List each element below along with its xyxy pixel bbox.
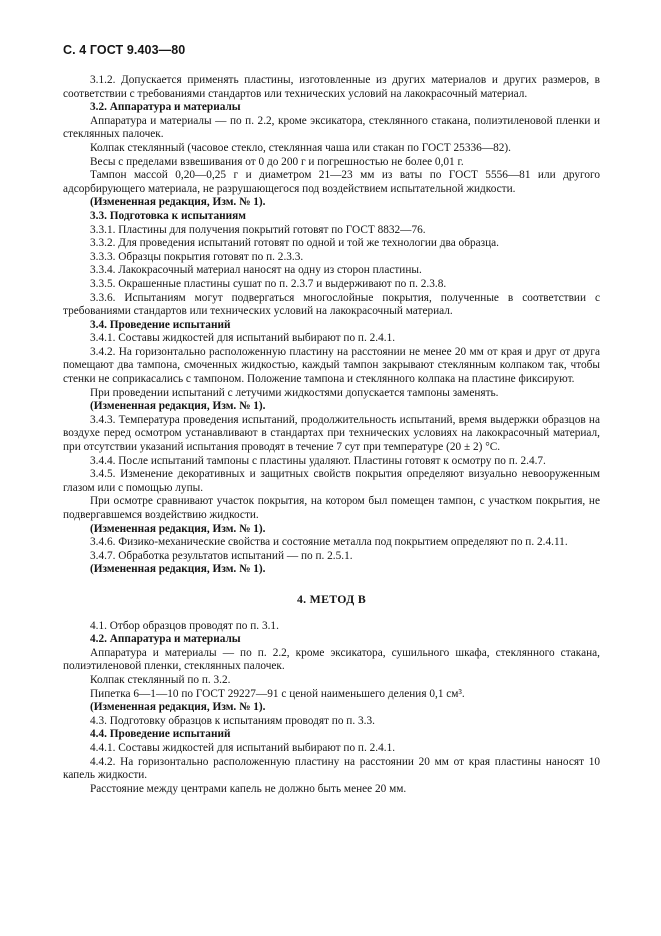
paragraph: 3.3.4. Лакокрасочный материал наносят на одну из сторон пластины. [90, 264, 422, 277]
paragraph: 3.3.3. Образцы покрытия готовят по п. 2.3.3. [90, 250, 304, 263]
paragraph: 3.3.1. Пластины для получения покрытий готовят по ГОСТ 8832—76. [90, 223, 426, 236]
paragraph: При проведении испытаний с летучими жидкостями допускается тампоны заменять. [90, 386, 499, 399]
page-header: С. 4 ГОСТ 9.403—80 [63, 43, 186, 57]
paragraph: Тампон массой 0,20—0,25 г и диаметром 21—23 мм из ваты по ГОСТ 5556—81 или другого адсорбирующего материала, не разрушающегося под воздействием испытательной жидкости. [63, 169, 600, 195]
paragraph: 3.4.5. Изменение декоративных и защитных свойств покрытия определяют визуально невооруженным глазом или с помощью лупы. [63, 468, 600, 494]
paragraph: 3.3.6. Испытаниям могут подвергаться многослойные покрытия, полученные в соответствии с требованиями стандартов или технических условий на лакокрасочный материал. [63, 291, 600, 318]
paragraph: 3.4.6. Физико-механические свойства и состояние металла под покрытием определяют по п. 2.4.11. [90, 536, 568, 549]
paragraph: 3.4.3. Температура проведения испытаний, продолжительность испытаний, время выдержки образцов на воздухе перед осмотром устанавливают в стандартах при технических условиях на лакокрасочный материал, при отсутствии указаний испытания проводят в течение 7 сут при температуре (20 ± 2) °С. [63, 413, 600, 454]
paragraph: При осмотре сравнивают участок покрытия, на котором был помещен тампон, с участком покрытия, не подвергавшемся воздействию жидкости. [63, 495, 600, 521]
bold-paragraph: (Измененная редакция, Изм. № 1). [90, 563, 266, 576]
paragraph: Весы с пределами взвешивания от 0 до 200 г и погрешностью не более 0,01 г. [90, 155, 464, 168]
bold-paragraph: 3.3. Подготовка к испытаниям [90, 209, 246, 222]
paragraph: Аппаратура и материалы — по п. 2.2, кроме эксикатора, сушильного шкафа, стеклянного стакана, полиэтиленовой пленки, стеклянных палочек. [63, 646, 600, 673]
bold-paragraph: 3.2. Аппаратура и материалы [90, 101, 241, 114]
paragraph: 3.4.7. Обработка результатов испытаний — по п. 2.5.1. [90, 549, 353, 562]
paragraph: Пипетка 6—1—10 по ГОСТ 29227—91 с ценой наименьшего деления 0,1 см³. [90, 687, 465, 700]
paragraph: 3.4.4. После испытаний тампоны с пластины удаляют. Пластины готовят к осмотру по п. 2.4.7. [90, 454, 546, 467]
paragraph: Аппаратура и материалы — по п. 2.2, кроме эксикатора, стеклянного стакана, полиэтиленовой пленки и стеклянных палочек. [63, 114, 600, 141]
paragraph: 4.3. Подготовку образцов к испытаниям проводят по п. 3.3. [90, 714, 375, 727]
bold-paragraph: 4.4. Проведение испытаний [90, 728, 231, 741]
document-body [63, 74, 600, 796]
bold-paragraph: (Измененная редакция, Изм. № 1). [90, 522, 266, 535]
paragraph: 4.4.1. Составы жидкостей для испытаний выбирают по п. 2.4.1. [90, 741, 396, 754]
paragraph: 3.3.2. Для проведения испытаний готовят по одной и той же технологии два образца. [90, 237, 499, 250]
section-title: 4. МЕТОД В [296, 591, 367, 606]
paragraph: 3.4.2. На горизонтально расположенную пластину на расстоянии не менее 20 мм от края и друг от друга помещают два тампона, смоченных жидкостью, каждый тампон закрывают стеклянным колпаком так, чтобы стенки не соприкасались с тампоном. Положение тампона и стеклянного колпака на пластине фиксируют. [63, 345, 600, 386]
section-3-text [63, 74, 600, 577]
bold-paragraph: (Измененная редакция, Изм. № 1). [90, 400, 266, 413]
bold-paragraph: (Измененная редакция, Изм. № 1). [90, 196, 266, 209]
paragraph: 3.4.1. Составы жидкостей для испытаний выбирают по п. 2.4.1. [90, 332, 396, 345]
bold-paragraph: (Измененная редакция, Изм. № 1). [90, 701, 266, 714]
paragraph: 4.1. Отбор образцов проводят по п. 3.1. [90, 619, 279, 632]
bold-paragraph: 4.2. Аппаратура и материалы [90, 633, 241, 646]
paragraph: Колпак стеклянный (часовое стекло, стеклянная чаша или стакан по ГОСТ 25336—82). [90, 141, 511, 154]
paragraph: 3.3.5. Окрашенные пластины сушат по п. 2.3.7 и выдерживают по п. 2.3.8. [90, 277, 447, 290]
section-4-text [63, 620, 600, 797]
paragraph: 4.4.2. На горизонтально расположенную пластину на расстоянии 20 мм от края пластины наносят 10 капель жидкости. [63, 755, 600, 782]
paragraph: Расстояние между центрами капель не должно быть менее 20 мм. [90, 782, 407, 795]
paragraph: Колпак стеклянный по п. 3.2. [90, 673, 231, 686]
paragraph: 3.1.2. Допускается применять пластины, изготовленные из других материалов и других размеров, в соответствии с требованиями стандартов или технических условий на лакокрасочный материал. [63, 74, 600, 100]
bold-paragraph: 3.4. Проведение испытаний [90, 318, 231, 331]
